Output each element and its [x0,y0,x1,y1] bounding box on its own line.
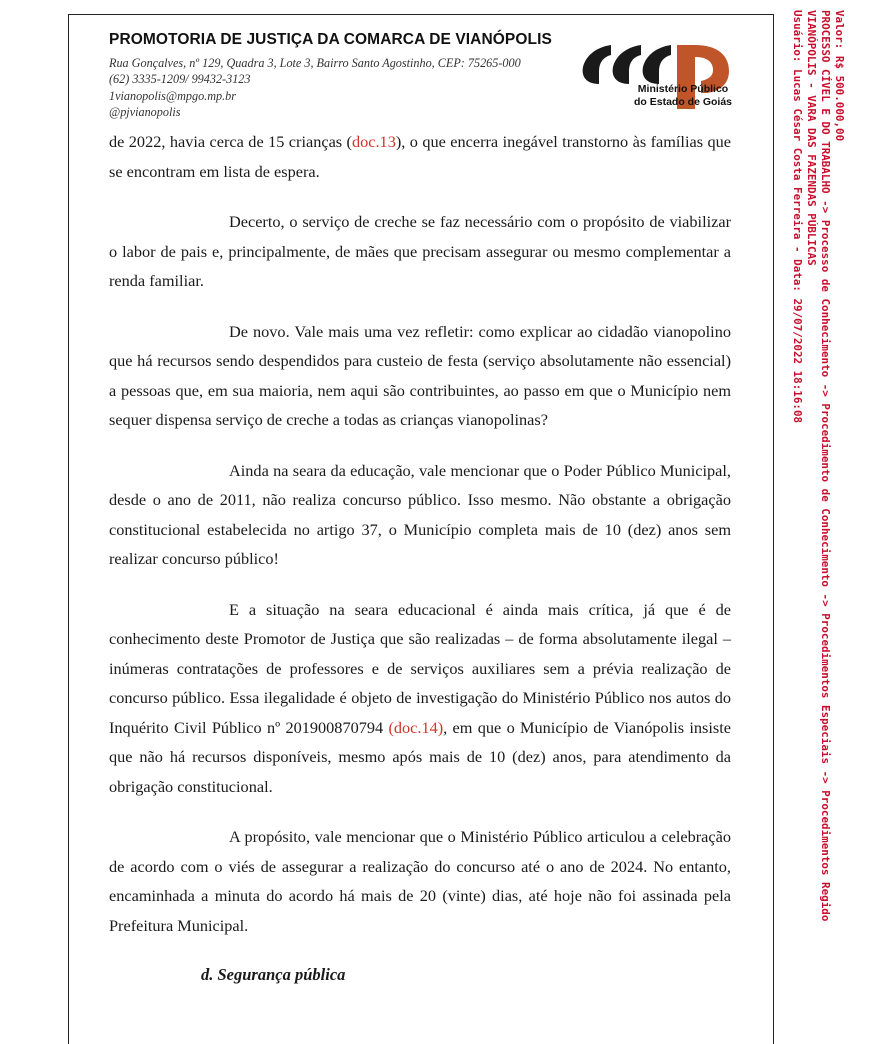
doc-14-reference: (doc.14) [388,717,444,737]
org-social: @pjvianopolis [109,105,181,119]
logo-arc-2 [613,45,641,84]
logo-arc-1 [583,45,611,84]
org-email: 1vianopolis@mpgo.mp.br [109,89,236,103]
stamp-process: PROCESSO CÍVEL E DO TRABALHO -> Processo de Conhecimento -> Procedimento de Conhecimento -> Procedimentos Especiais -> Procedimentos Regido [819,10,832,922]
stamp-user-date: Usuário: Lucas César Costa Ferreira - Data: 29/07/2022 18:16:08 [791,10,804,424]
paragraph-5 [109,595,731,802]
stamp-value: Valor: R$ 500.000,00 [833,10,846,142]
paragraph-6: A propósito, vale mencionar que o Ministério Público articulou a celebração de acordo com o viés de assegurar a realização do concurso até o ano de 2024. No entanto, encaminhada a minuta do acordo há mais de 20 (vinte) dias, até hoje não foi assinada pela Prefeitura Municipal. [109,827,731,935]
org-address: Rua Gonçalves, nº 129, Quadra 3, Lote 3, Bairro Santo Agostinho, CEP: 75265-000 [109,56,521,70]
letterhead [109,23,759,118]
document-body [109,127,731,961]
section-heading: d. Segurança pública [201,965,346,984]
paragraph-4: Ainda na seara da educação, vale mencionar que o Poder Público Municipal, desde o ano de 2011, não realiza concurso público. Isso mesmo. Não obstante a obrigação constitucional estabelecida no artigo 37, o Município completa mais de 10 (dez) anos sem realizar concurso público! [109,460,731,568]
stamp-court: VIANÓPOLIS - VARA DAS FAZENDAS PÚBLICAS [805,10,818,266]
paragraph-1 [109,127,731,186]
paragraph-1-text-a: de 2022, havia cerca de 15 crianças ( [109,132,352,151]
paragraph-1-text-b: ), o que encerra inegável transtorno às famílias que se encontram em lista de espera. [109,132,731,181]
paragraph-3: De novo. Vale mais uma vez refletir: como explicar ao cidadão vianopolino que há recursos sendo despendidos para custeio de festa (serviço absolutamente não essencial) a pessoas que, em sua maioria, nem aqui são contribuintes, ao passo em que o Município nem sequer dispensa serviço de creche a todas as crianças vianopolinas? [109,321,731,429]
logo-caption [623,83,743,109]
logo-arc-3 [643,45,671,84]
doc-13-reference: doc.13 [351,132,396,151]
org-phones: (62) 3335-1209/ 99432-3123 [109,72,251,86]
paragraph-5-text-b: , em que o Município de Vianópolis insiste que não há recursos disponíveis, mesmo após mais de 10 (dez) anos, para atendimento da obrigação constitucional. [109,717,731,796]
paragraph-5-text-a: E a situação na seara educacional é ainda mais crítica, já que é de conhecimento deste Promotor de Justiça que são realizadas – de forma absolutamente ilegal – inúmeras contratações de professores e de serviços auxiliares sem a prévia realização de concurso público. Essa ilegalidade é objeto de investigação do Ministério Público nos autos do Inquérito Civil Público nº 201900870794 [109,599,731,737]
electronic-stamp [790,10,846,921]
paragraph-2: Decerto, o serviço de creche se faz necessário com o propósito de viabilizar o labor de pais e, principalmente, de mães que precisam assegurar ou mesmo complementar a renda familiar. [109,212,731,290]
logo-line1: Ministério Público [637,83,729,95]
document-page [68,14,774,1044]
org-title: PROMOTORIA DE JUSTIÇA DA COMARCA DE VIANÓPOLIS [109,31,552,48]
logo-line2: do Estado de Goiás [633,96,733,108]
